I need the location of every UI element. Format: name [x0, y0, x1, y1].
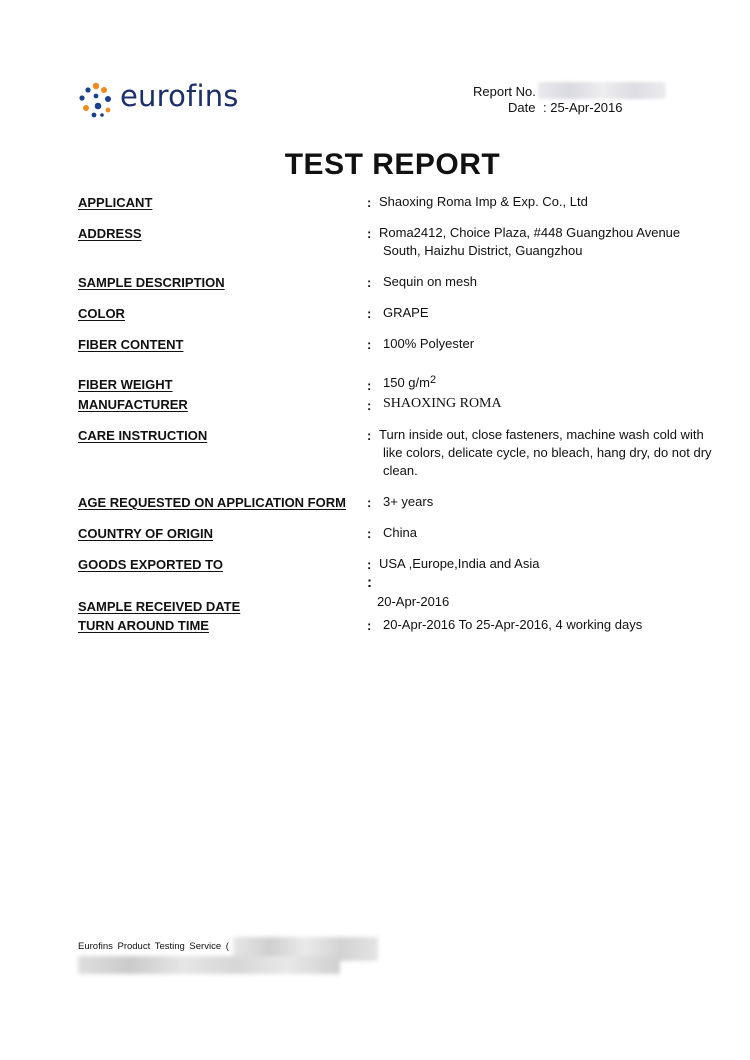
fiber-content-value: 100% Polyester [383, 336, 475, 351]
report-number-label: Report No. [473, 84, 536, 99]
colon: : [367, 428, 372, 443]
manufacturer-value: SHAOXING ROMA [383, 396, 502, 411]
colon: : [367, 306, 372, 321]
sample-received-date-value: 20-Apr-2016 [377, 594, 450, 609]
applicant-value: Shaoxing Roma Imp & Exp. Co., Ltd [379, 194, 588, 209]
country-of-origin-label: COUNTRY OF ORIGIN [78, 526, 214, 541]
colon: : [367, 398, 372, 413]
colon: : [367, 618, 372, 633]
care-instruction-label: CARE INSTRUCTION [78, 428, 208, 443]
colon: : [367, 195, 372, 210]
color-label: COLOR [78, 306, 125, 321]
fiber-content-label: FIBER CONTENT [78, 337, 184, 352]
colon: : [367, 275, 372, 290]
care-instruction-line1: Turn inside out, close fasteners, machine wash cold with [379, 427, 704, 442]
care-instruction-line3: clean. [383, 463, 418, 478]
fiber-weight-label: FIBER WEIGHT [78, 377, 173, 392]
colon: : [367, 226, 372, 241]
footer-redacted-2 [78, 956, 340, 974]
country-of-origin-value: China [383, 525, 417, 540]
eurofins-dots-icon [78, 82, 114, 118]
page-title: TEST REPORT [284, 148, 501, 181]
fiber-weight-number: 150 g/m [383, 375, 430, 390]
colon: : [367, 574, 372, 591]
footer-company-text: Eurofins Product Testing Service ( [78, 941, 229, 952]
address-value-line1: Roma2412, Choice Plaza, #448 Guangzhou Avenue [379, 225, 681, 240]
age-requested-value: 3+ years [383, 494, 434, 509]
age-requested-label: AGE REQUESTED ON APPLICATION FORM [78, 495, 346, 510]
color-value: GRAPE [383, 305, 429, 320]
goods-exported-label: GOODS EXPORTED TO [78, 557, 223, 572]
date-label: Date [508, 100, 536, 115]
goods-exported-value: USA ,Europe,India and Asia [379, 556, 540, 571]
colon: : [367, 495, 372, 510]
sample-received-date-label: SAMPLE RECEIVED DATE [78, 599, 241, 614]
manufacturer-label: MANUFACTURER [78, 397, 188, 412]
date-value: : 25-Apr-2016 [543, 100, 623, 115]
turn-around-time-value: 20-Apr-2016 To 25-Apr-2016, 4 working days [383, 617, 643, 632]
eurofins-logo [78, 79, 248, 120]
fiber-weight-value [383, 374, 436, 393]
colon: : [367, 337, 372, 352]
address-value-line2: South, Haizhu District, Guangzhou [383, 243, 583, 258]
sample-description-label: SAMPLE DESCRIPTION [78, 275, 225, 290]
report-number-redacted [538, 82, 666, 99]
address-label: ADDRESS [78, 226, 142, 241]
logo-wordmark: eurofins [120, 79, 239, 113]
colon: : [367, 378, 372, 393]
colon: : [367, 557, 372, 572]
care-instruction-line2: like colors, delicate cycle, no bleach, hang dry, do not dry [383, 445, 712, 460]
fiber-weight-superscript: 2 [429, 374, 437, 386]
applicant-label: APPLICANT [78, 195, 153, 210]
turn-around-time-label: TURN AROUND TIME [78, 618, 209, 633]
sample-description-value: Sequin on mesh [383, 274, 477, 289]
colon: : [367, 526, 372, 541]
